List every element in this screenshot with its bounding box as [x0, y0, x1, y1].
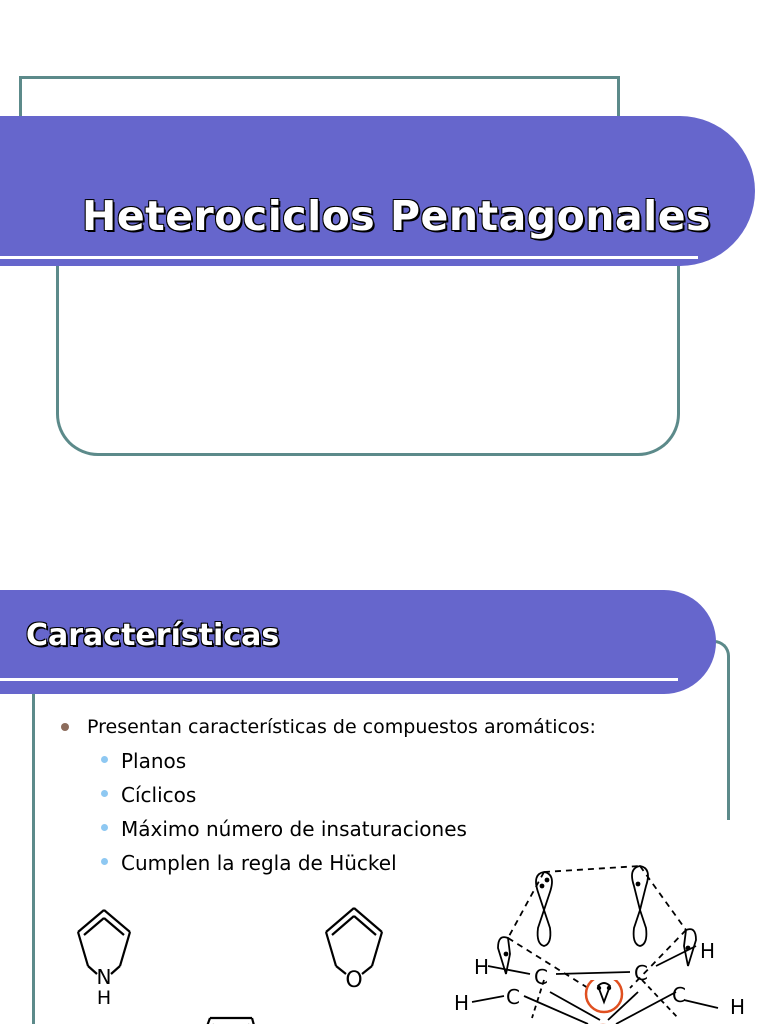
sub-bullet-item: Planos — [87, 744, 596, 778]
carbon-label: C — [534, 965, 548, 989]
slide-heading: Características — [26, 618, 280, 653]
furan-structure — [316, 902, 396, 997]
slide-frame-left — [32, 694, 35, 1024]
slide-frame-bottom — [56, 250, 680, 456]
title-banner — [0, 116, 755, 266]
banner-underline — [0, 256, 698, 259]
bullet-text: Presentan características de compuestos aromáticos: — [87, 716, 596, 738]
carbon-label: C — [506, 985, 520, 1009]
pyrrole-structure — [64, 900, 144, 1010]
slide-frame-right — [714, 640, 730, 820]
carbon-label: C — [634, 961, 648, 985]
banner-underline — [0, 678, 678, 681]
nitrogen-label: N — [96, 965, 112, 989]
oxygen-label: O — [345, 968, 363, 993]
content-slide — [0, 560, 768, 1024]
carbon-label: C — [672, 983, 686, 1007]
hydrogen-label: H — [730, 995, 746, 1019]
title-slide — [0, 0, 768, 480]
sub-bullet-item: Cumplen la regla de Hückel — [87, 846, 596, 880]
heading-banner — [0, 590, 716, 694]
sub-bullet-item: Cíclicos — [87, 778, 596, 812]
sub-bullet-item: Máximo número de insaturaciones — [87, 812, 596, 846]
hydrogen-label: H — [474, 955, 490, 979]
thiophene-structure — [194, 1000, 264, 1024]
hydrogen-label: H — [454, 991, 470, 1015]
bullet-item — [60, 712, 596, 880]
hydrogen-label: H — [700, 939, 716, 963]
hydrogen-label: H — [96, 987, 112, 1009]
slide-title: Heterociclos Pentagonales — [82, 192, 711, 240]
orbital-diagram-bottom — [448, 980, 768, 1024]
bullet-list — [60, 712, 596, 880]
